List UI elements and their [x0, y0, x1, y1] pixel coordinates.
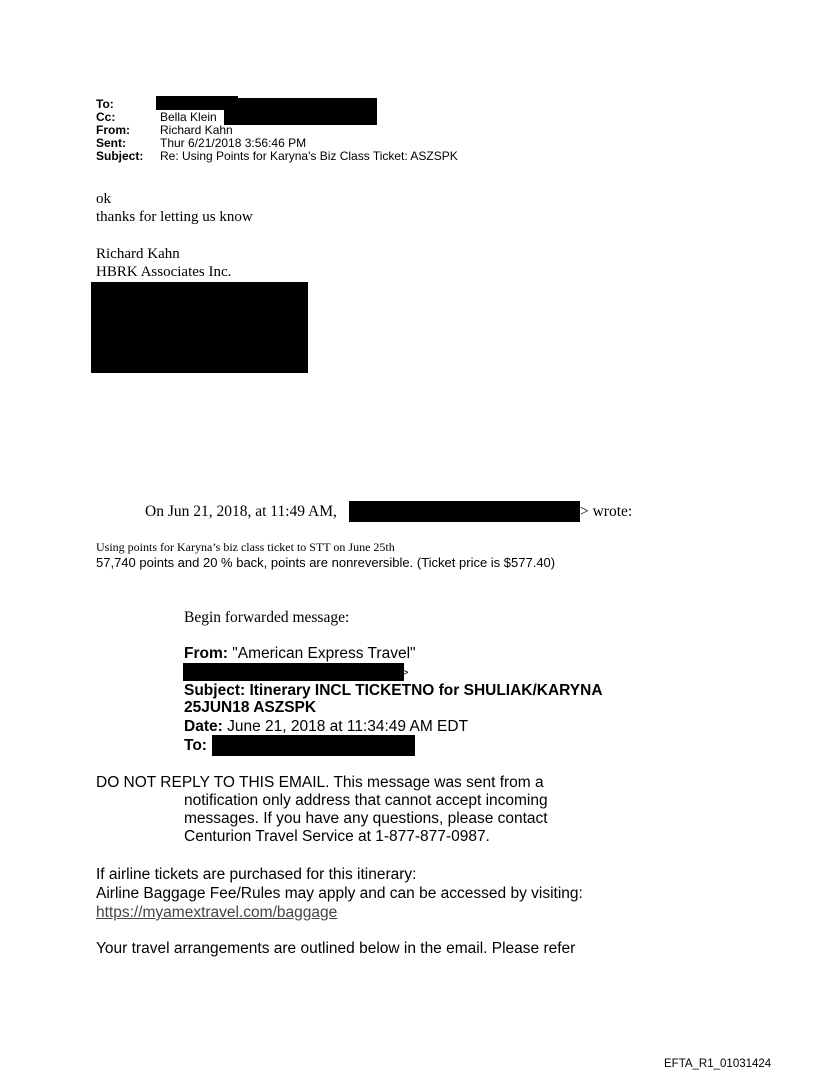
forward-begin: Begin forwarded message: [184, 609, 350, 626]
redaction-fwd-address [183, 663, 404, 681]
redaction-cc [224, 98, 377, 125]
redaction-sender [349, 501, 580, 522]
fwd-from-line [184, 645, 416, 662]
sent-value: Thur 6/21/2018 3:56:46 PM [160, 136, 307, 150]
closing-line-1: Your travel arrangements are outlined below in the email. Please refer [96, 940, 576, 957]
signature-name: Richard Kahn [96, 246, 180, 262]
fwd-date-label: Date: [184, 718, 223, 735]
fwd-to-label: To: [184, 737, 207, 754]
subject-value: Re: Using Points for Karyna's Biz Class Ticket: ASZSPK [160, 149, 458, 163]
to-label: To: [96, 97, 114, 111]
quoted-wrote: > wrote: [580, 503, 633, 520]
from-value: Richard Kahn [160, 123, 233, 137]
notice-line-1: DO NOT REPLY TO THIS EMAIL. This message was sent from a [96, 774, 544, 791]
signature-company: HBRK Associates Inc. [96, 264, 232, 280]
reply-line-2: thanks for letting us know [96, 209, 253, 225]
fwd-from-address-end: > [402, 667, 409, 679]
cc-value: Bella Klein [160, 110, 217, 124]
quoted-intro: On Jun 21, 2018, at 11:49 AM, [145, 503, 337, 520]
fwd-subject-line-2: 25JUN18 ASZSPK [184, 699, 317, 716]
notice-line-3: messages. If you have any questions, please contact [184, 810, 548, 827]
reply-line-1: ok [96, 191, 111, 207]
cc-label: Cc: [96, 110, 116, 124]
quoted-line-2: 57,740 points and 20 % back, points are nonreversible. (Ticket price is $577.40) [96, 555, 556, 570]
document-id: EFTA_R1_01031424 [664, 1058, 772, 1070]
notice-line-2: notification only address that cannot accept incoming [184, 792, 548, 809]
subject-label: Subject: [96, 149, 144, 163]
redaction-fwd-to [212, 735, 415, 756]
from-label: From: [96, 123, 130, 137]
fwd-from-label: From: [184, 645, 228, 662]
redaction-signature [91, 282, 308, 373]
fwd-date-line [184, 718, 468, 735]
quoted-line-1: Using points for Karyna’s biz class ticket to STT on June 25th [96, 540, 395, 554]
baggage-line-2: Airline Baggage Fee/Rules may apply and can be accessed by visiting: [96, 885, 583, 902]
fwd-date-value: June 21, 2018 at 11:34:49 AM EDT [222, 718, 469, 735]
fwd-subject-line-1: Subject: Itinerary INCL TICKETNO for SHULIAK/KARYNA [184, 682, 603, 699]
sent-label: Sent: [96, 136, 126, 150]
notice-line-4: Centurion Travel Service at 1-877-877-0987. [184, 828, 490, 845]
baggage-link[interactable]: https://myamextravel.com/baggage [96, 904, 338, 921]
baggage-line-1: If airline tickets are purchased for this itinerary: [96, 866, 417, 883]
fwd-from-value: "American Express Travel" [227, 645, 416, 662]
